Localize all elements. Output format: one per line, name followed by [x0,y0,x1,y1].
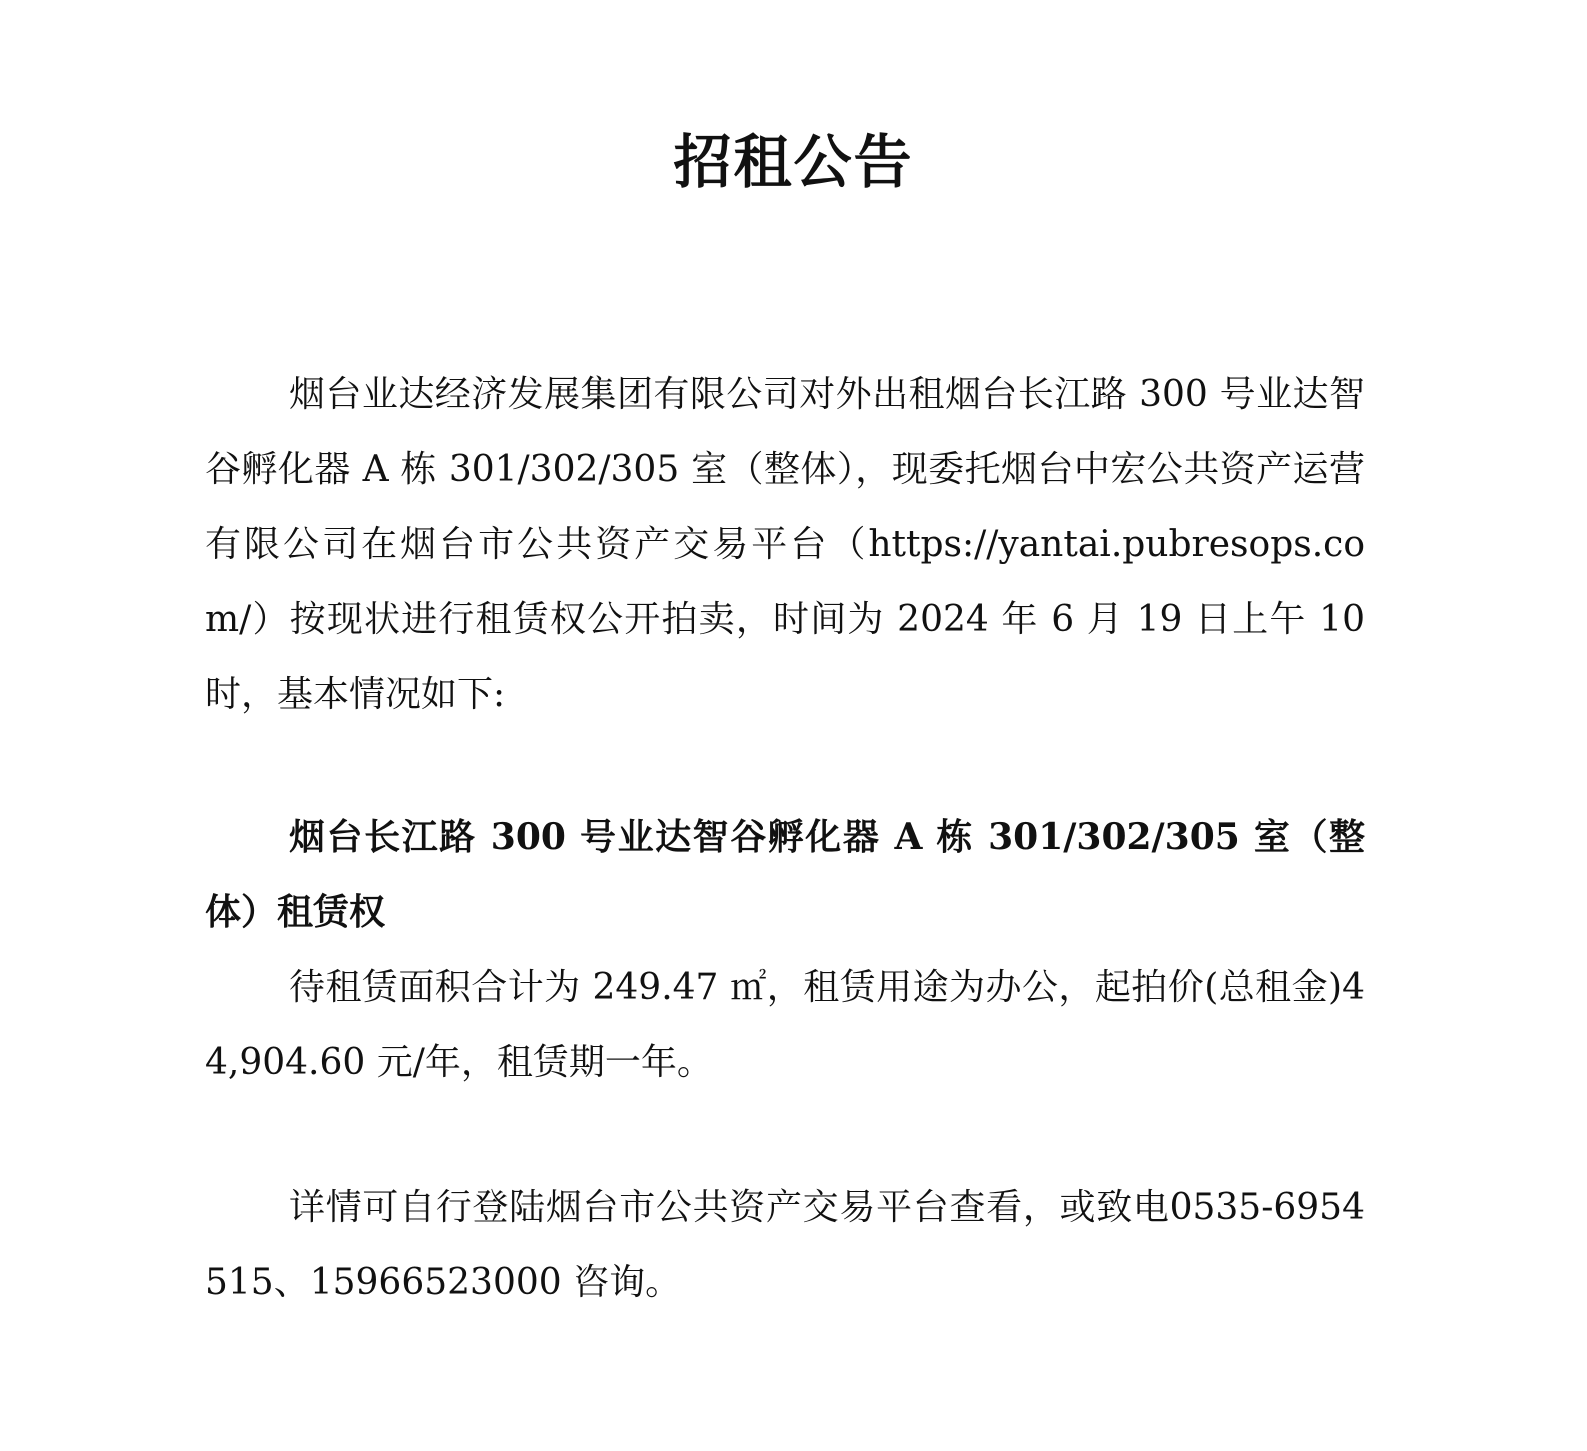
item-heading: 烟台长江路 300 号业达智谷孵化器 A 栋 301/302/305 室（整体）租赁权 [205,816,1365,933]
item-details-paragraph: 待租赁面积合计为 249.47 ㎡，租赁用途为办公，起拍价(总租金)44,904.60 元/年，租赁期一年。 [205,967,1365,1083]
intro-paragraph: 烟台业达经济发展集团有限公司对外出租烟台长江路 300 号业达智谷孵化器 A 栋 301/302/305 室（整体），现委托烟台中宏公共资产运营有限公司在烟台市公共资产交易平台（https://yantai.pubresops.com/）按现状进行租赁权公开拍卖，时间为 2024 年 6 月 19 日上午 10 时，基本情况如下: [205,374,1365,715]
page-title: 招租公告 [673,128,914,196]
contact-paragraph: 详情可自行登陆烟台市公共资产交易平台查看，或致电0535-6954515、15966523000 咨询。 [205,1187,1365,1303]
